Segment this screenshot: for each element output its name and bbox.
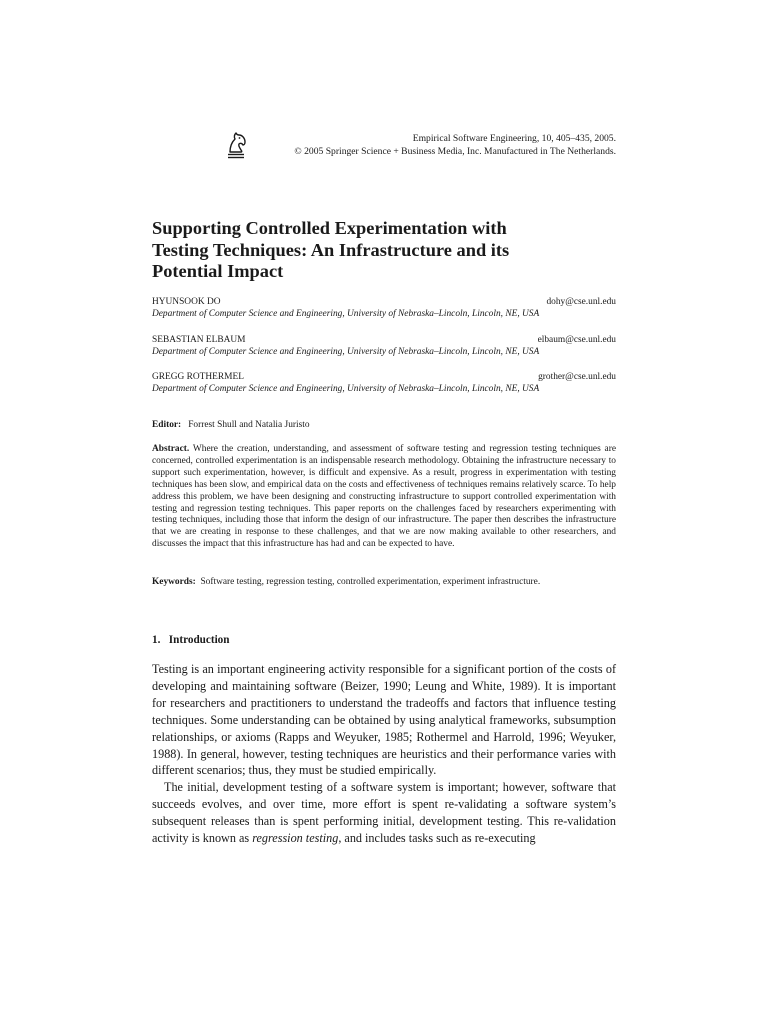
author-email[interactable]: elbaum@cse.unl.edu	[537, 335, 616, 345]
journal-line-2: © 2005 Springer Science + Business Media, Inc. Manufactured in The Netherlands.	[294, 145, 616, 157]
title-line-2: Testing Techniques: An Infrastructure and its	[152, 239, 510, 260]
body-paragraph-1: Testing is an important engineering activity responsible for a significant portion of the costs of developing and maintaining software (Beizer, 1990; Leung and White, 1989). It is important for researchers and practitioners to understand the tradeoffs and factors that influence testing techniques. Some understanding can be obtained by using analytical frameworks, subsumption relationships, or axioms (Rapps and Weyuker, 1985; Rothermel and Harrold, 1996; Weyuker, 1988). In general, however, testing techniques are heuristics and their performance varies with different scenarios; thus, they must be studied empirically.	[152, 662, 616, 778]
author-name: HYUNSOOK DO	[152, 297, 221, 307]
author-affiliation: Department of Computer Science and Engineering, University of Nebraska–Lincoln, Lincoln, NE, USA	[152, 309, 540, 320]
abstract-text: Where the creation, understanding, and assessment of software testing and regression testing techniques are concerned, controlled experimentation is an indispensable research methodology. Obtaining the infrastructure necessary to support such experimentation, however, is difficult and expensive. As a result, progress in experimentation with testing techniques has been slow, and empirical data on the costs and effectiveness of techniques remains relatively scarce. To help address this problem, we have been designing and constructing infrastructure to support controlled experimentation with testing and regression testing techniques. This paper reports on the challenges faced by researchers experimenting with testing techniques, including those that inform the design of our infrastructure. The paper then describes the infrastructure that we are creating in response to these challenges, and that we are now making available to other researchers, and discusses the impact that this infrastructure has had and can be expected to have.	[152, 444, 616, 550]
regression-testing-term: regression testing	[252, 831, 339, 846]
author-block-2	[152, 334, 616, 358]
author-affiliation: Department of Computer Science and Engineering, University of Nebraska–Lincoln, Lincoln, NE, USA	[152, 347, 540, 358]
body-paragraph-2-text-a: The initial, development testing of a software system is important; however, software that succeeds evolves, and over time, more effort is spent re-validating a software system’s subsequent releases than is spent performing initial, development testing. This re-validation activity is known as	[152, 780, 616, 846]
springer-knight-logo-icon	[224, 130, 250, 160]
body-paragraph-2	[152, 779, 616, 847]
body-paragraph-2-text-b: , and includes tasks such as re-executing	[338, 831, 536, 846]
editor-line	[152, 419, 310, 431]
title-line-1: Supporting Controlled Experimentation with	[152, 218, 507, 238]
editor-label: Editor:	[152, 420, 182, 430]
author-block-3	[152, 371, 616, 395]
abstract	[152, 444, 616, 551]
author-block-1	[152, 296, 616, 320]
title-line-3: Potential Impact	[152, 261, 284, 282]
editor-names: Forrest Shull and Natalia Juristo	[188, 420, 310, 430]
keywords-line	[152, 576, 616, 588]
author-email[interactable]: dohy@cse.unl.edu	[546, 297, 616, 307]
journal-header	[152, 133, 616, 167]
introduction-body	[152, 661, 616, 847]
author-name: GREGG ROTHERMEL	[152, 372, 244, 382]
author-email[interactable]: grother@cse.unl.edu	[538, 372, 616, 382]
journal-line-1: Empirical Software Engineering, 10, 405–435, 2005.	[412, 133, 616, 144]
abstract-label: Abstract.	[152, 444, 190, 454]
section-heading-introduction: 1. Introduction	[152, 634, 230, 646]
paper-title	[152, 218, 616, 283]
keywords-label: Keywords:	[152, 577, 196, 587]
author-name: SEBASTIAN ELBAUM	[152, 335, 246, 345]
keywords-text: Software testing, regression testing, controlled experimentation, experiment infrastructure.	[200, 577, 541, 587]
author-affiliation: Department of Computer Science and Engineering, University of Nebraska–Lincoln, Lincoln, NE, USA	[152, 384, 540, 395]
paper-page	[152, 0, 616, 1024]
journal-citation	[294, 133, 616, 158]
